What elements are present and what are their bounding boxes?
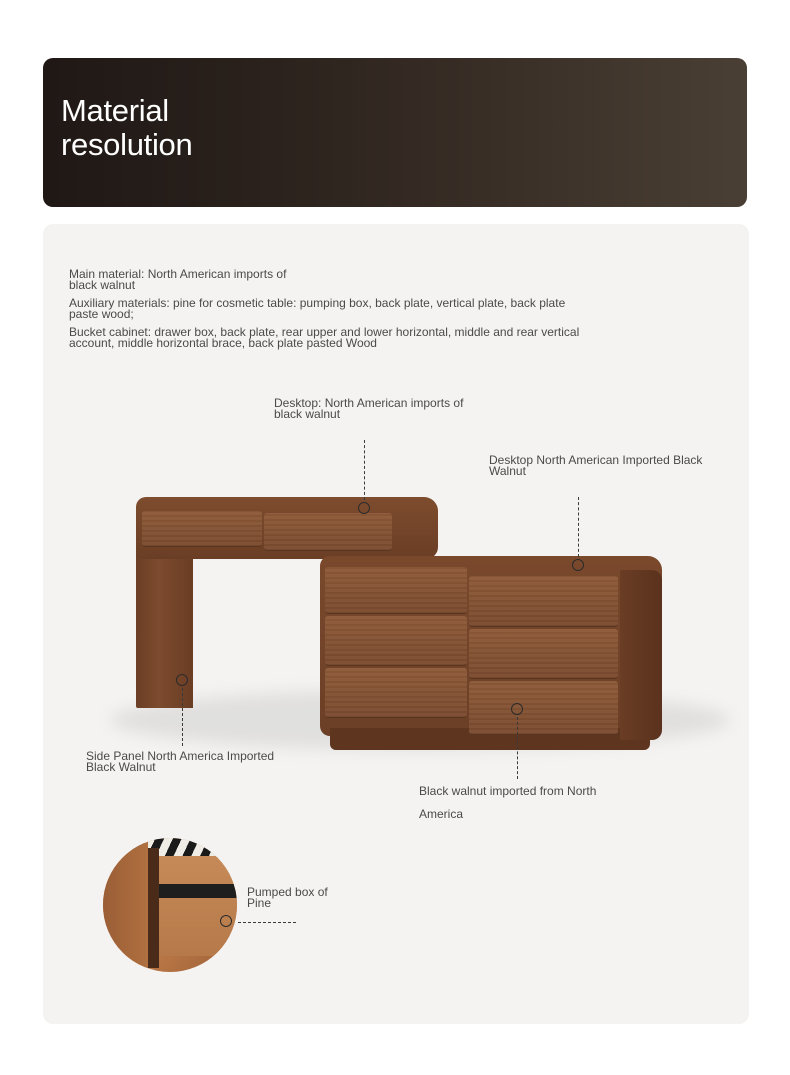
callout-line-side-panel: [182, 688, 183, 746]
outer-walnut-side: [103, 838, 148, 972]
dresser-drawer-5: [325, 668, 467, 718]
title-line-1: Material: [61, 93, 169, 128]
bucket-cabinet-text: Bucket cabinet: drawer box, back plate, rear upper and lower horizontal, middle and rear vertical account, middle horizontal brace, back plate pasted Wood: [69, 325, 580, 350]
callout-cabinet-top: Desktop North American Imported Black Walnut: [489, 453, 703, 478]
callout-line-cabinet-front: [517, 717, 518, 779]
drawer-detail-photo: [103, 838, 237, 972]
marker-desktop: [358, 502, 370, 514]
drawer-front-edge: [148, 848, 159, 968]
dresser-drawer-2: [469, 576, 618, 627]
drawer-slide-rail: [159, 884, 237, 898]
marker-cabinet-top: [572, 559, 584, 571]
callout-desktop: Desktop: North American imports of black walnut: [274, 396, 464, 421]
callout-side-panel: Side Panel North America Imported Black Walnut: [86, 749, 275, 774]
drawer-box-pine: [159, 856, 237, 956]
desk-drawer-right: [264, 513, 392, 551]
callout-line-drawer-box: [238, 922, 296, 923]
marker-cabinet-front: [511, 703, 523, 715]
main-material-text: Main material: North American imports of black walnut: [69, 267, 287, 292]
marker-drawer-box: [220, 915, 232, 927]
dresser-side: [620, 570, 662, 740]
dresser-drawer-4: [469, 629, 618, 679]
dresser-drawer-1: [325, 567, 467, 614]
page-title: [61, 94, 192, 162]
callout-cabinet-front-line1: Black walnut imported from North: [419, 784, 597, 798]
dresser-drawer-6: [469, 681, 618, 735]
header-banner: [43, 58, 747, 207]
auxiliary-materials-text: Auxiliary materials: pine for cosmetic table: pumping box, back plate, vertical plate, back plate paste wood;: [69, 296, 566, 321]
desk-drawer-left: [142, 511, 262, 547]
callout-line-desktop: [364, 440, 365, 500]
marker-side-panel: [176, 674, 188, 686]
callout-drawer-box: Pumped box of Pine: [247, 885, 328, 910]
callout-cabinet-front-line2: America: [419, 807, 464, 821]
title-line-2: resolution: [61, 127, 193, 162]
material-intro: [69, 269, 589, 356]
callout-line-cabinet-top: [578, 497, 579, 557]
callout-cabinet-front: [419, 786, 619, 820]
dresser-drawer-3: [325, 616, 467, 666]
